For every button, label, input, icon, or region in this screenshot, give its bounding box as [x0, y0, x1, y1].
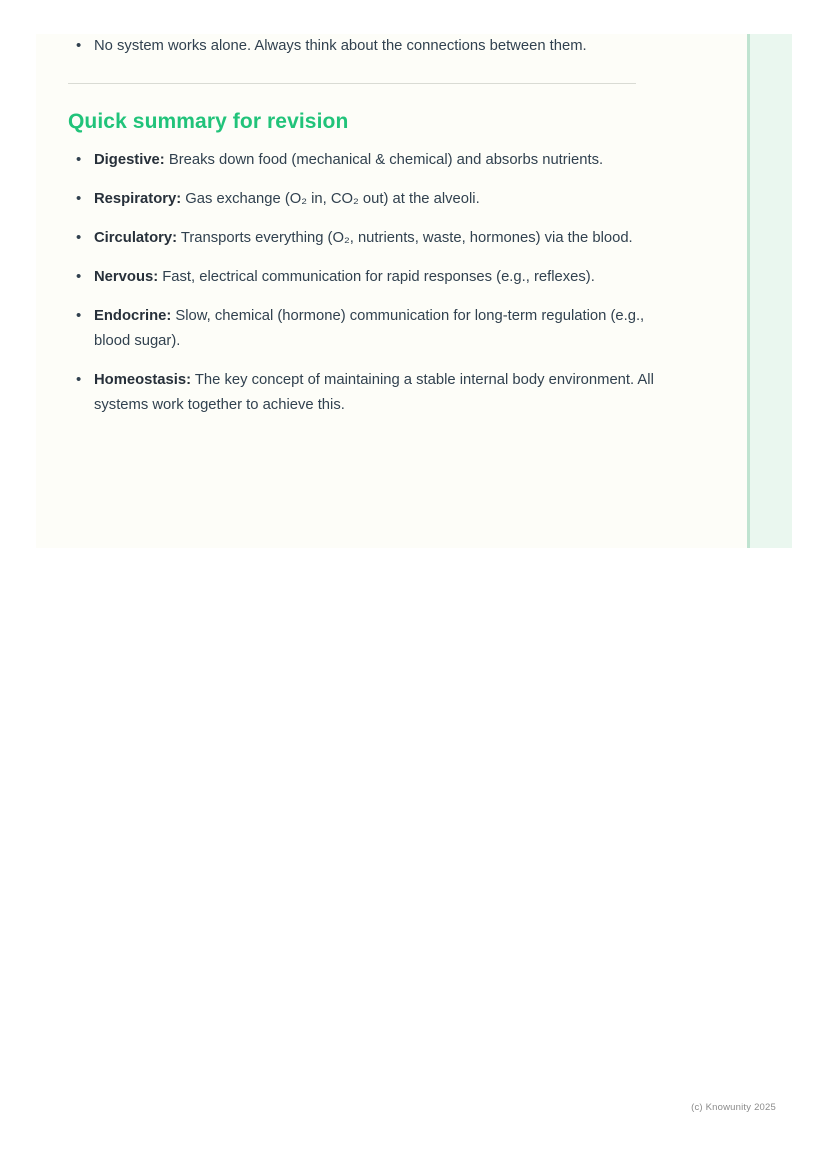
page-accent-band	[750, 34, 792, 548]
list-item	[68, 265, 668, 290]
summary-bullet-list	[68, 148, 668, 418]
copyright-footer: (c) Knowunity 2025	[691, 1102, 776, 1113]
summary-text: Transports everything (O₂, nutrients, waste, hormones) via the blood.	[177, 230, 633, 246]
summary-term: Endocrine:	[94, 308, 172, 324]
summary-text: Gas exchange (O₂ in, CO₂ out) at the alveoli.	[181, 191, 480, 207]
page-title: Quick summary for revision	[68, 110, 349, 133]
summary-text: Fast, electrical communication for rapid responses (e.g., reflexes).	[158, 269, 595, 285]
section-divider	[68, 83, 636, 84]
page-accent-line	[747, 34, 750, 548]
summary-term: Circulatory:	[94, 230, 178, 246]
list-item	[68, 187, 668, 212]
summary-term: Homeostasis:	[94, 372, 192, 388]
list-item	[68, 34, 668, 59]
summary-text: The key concept of maintaining a stable internal body environment. All systems work together to achieve this.	[94, 372, 654, 413]
document-page	[36, 34, 792, 548]
summary-text: Slow, chemical (hormone) communication for long-term regulation (e.g., blood sugar).	[94, 308, 645, 349]
page-content	[68, 34, 668, 432]
intro-bullet-list	[68, 34, 668, 59]
summary-term: Nervous:	[94, 269, 159, 285]
summary-term: Respiratory:	[94, 191, 182, 207]
intro-bullet-text: No system works alone. Always think about the connections between them.	[94, 38, 587, 54]
summary-term: Digestive:	[94, 152, 165, 168]
list-item	[68, 226, 668, 251]
list-item	[68, 148, 668, 173]
list-item	[68, 304, 668, 354]
list-item	[68, 368, 668, 418]
summary-text: Breaks down food (mechanical & chemical) and absorbs nutrients.	[164, 152, 604, 168]
